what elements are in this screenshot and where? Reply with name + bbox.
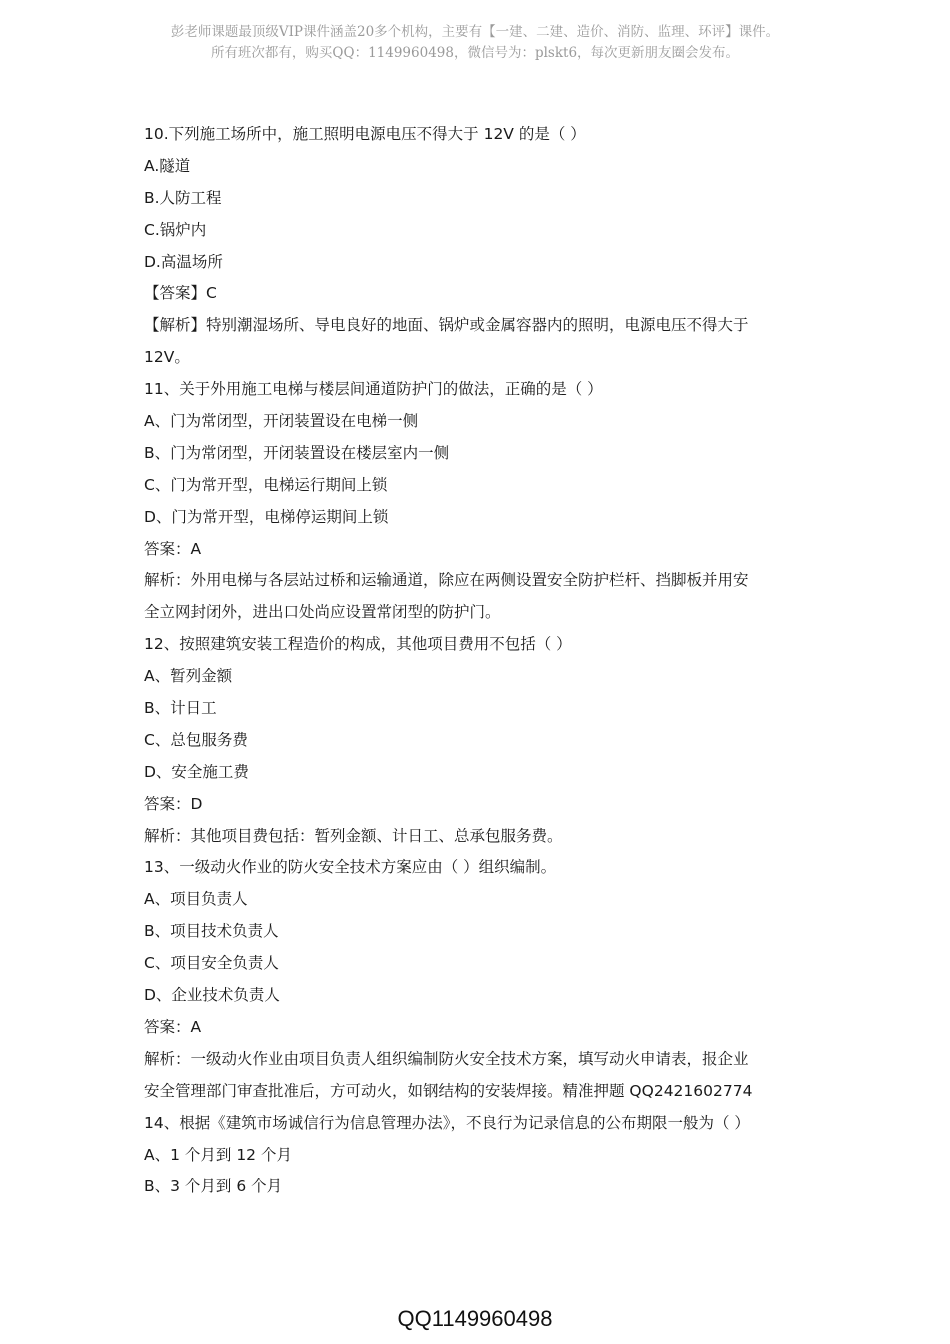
text-line: 12V。 bbox=[144, 348, 190, 367]
text-line: 【解析】特别潮湿场所、导电良好的地面、锅炉或金属容器内的照明，电源电压不得大于 bbox=[144, 316, 749, 335]
text-line: 解析：其他项目费包括：暂列金额、计日工、总承包服务费。 bbox=[144, 826, 563, 845]
text-line: 解析：一级动火作业由项目负责人组织编制防火安全技术方案，填写动火申请表，报企业 bbox=[144, 1049, 749, 1068]
text-line: B、门为常闭型，开闭装置设在楼层室内一侧 bbox=[144, 443, 450, 462]
text-line: C、总包服务费 bbox=[144, 730, 248, 749]
text-line: 全立网封闭外，进出口处尚应设置常闭型的防护门。 bbox=[144, 603, 501, 622]
text-line: A、门为常闭型，开闭装置设在电梯一侧 bbox=[144, 412, 419, 431]
header-line-1: 彭老师课题最顶级VIP课件涵盖20多个机构，主要有【一建、二建、造价、消防、监理、环评】课件。 bbox=[170, 24, 780, 40]
text-line: 答案：A bbox=[144, 539, 202, 558]
text-line: 答案：A bbox=[144, 1017, 202, 1036]
text-line: 答案：D bbox=[144, 794, 203, 813]
text-line: 【答案】C bbox=[144, 284, 217, 303]
text-line: B、3 个月到 6 个月 bbox=[144, 1177, 283, 1196]
text-line: A.隧道 bbox=[144, 156, 191, 175]
text-line: 14、根据《建筑市场诚信行为信息管理办法》，不良行为记录信息的公布期限一般为（ ） bbox=[144, 1113, 750, 1132]
header-line-2: 所有班次都有，购买QQ：1149960498，微信号为：plskt6，每次更新朋友圈会发布。 bbox=[210, 45, 740, 61]
page-header bbox=[0, 22, 950, 64]
text-line: A、1 个月到 12 个月 bbox=[144, 1145, 292, 1164]
text-line: 12、按照建筑安装工程造价的构成，其他项目费用不包括（ ） bbox=[144, 635, 572, 654]
text-line: B、计日工 bbox=[144, 699, 217, 718]
text-line: 安全管理部门审查批准后，方可动火，如钢结构的安装焊接。精准押题 QQ2421602774 bbox=[144, 1081, 753, 1100]
text-line: B.人防工程 bbox=[144, 188, 222, 207]
text-line: D、企业技术负责人 bbox=[144, 986, 280, 1005]
text-line: A、项目负责人 bbox=[144, 890, 248, 909]
text-line: D、门为常开型，电梯停运期间上锁 bbox=[144, 507, 389, 526]
text-line: A、暂列金额 bbox=[144, 667, 233, 686]
text-line: C.锅炉内 bbox=[144, 220, 207, 239]
text-line: D、安全施工费 bbox=[144, 762, 249, 781]
page-footer: QQ1149960498 bbox=[397, 1306, 553, 1331]
text-line: 10.下列施工场所中，施工照明电源电压不得大于 12V 的是（ ） bbox=[144, 125, 586, 143]
text-line: C、项目安全负责人 bbox=[144, 954, 279, 973]
text-line: D.高温场所 bbox=[144, 252, 223, 271]
text-line: C、门为常开型，电梯运行期间上锁 bbox=[144, 475, 388, 494]
text-line: 解析：外用电梯与各层站过桥和运输通道，除应在两侧设置安全防护栏杆、挡脚板并用安 bbox=[144, 571, 749, 590]
text-line: 13、一级动火作业的防火安全技术方案应由（ ）组织编制。 bbox=[144, 858, 557, 877]
text-line: 11、关于外用施工电梯与楼层间通道防护门的做法，正确的是（ ） bbox=[144, 380, 603, 399]
document-body bbox=[144, 119, 814, 1203]
text-line: B、项目技术负责人 bbox=[144, 922, 279, 941]
